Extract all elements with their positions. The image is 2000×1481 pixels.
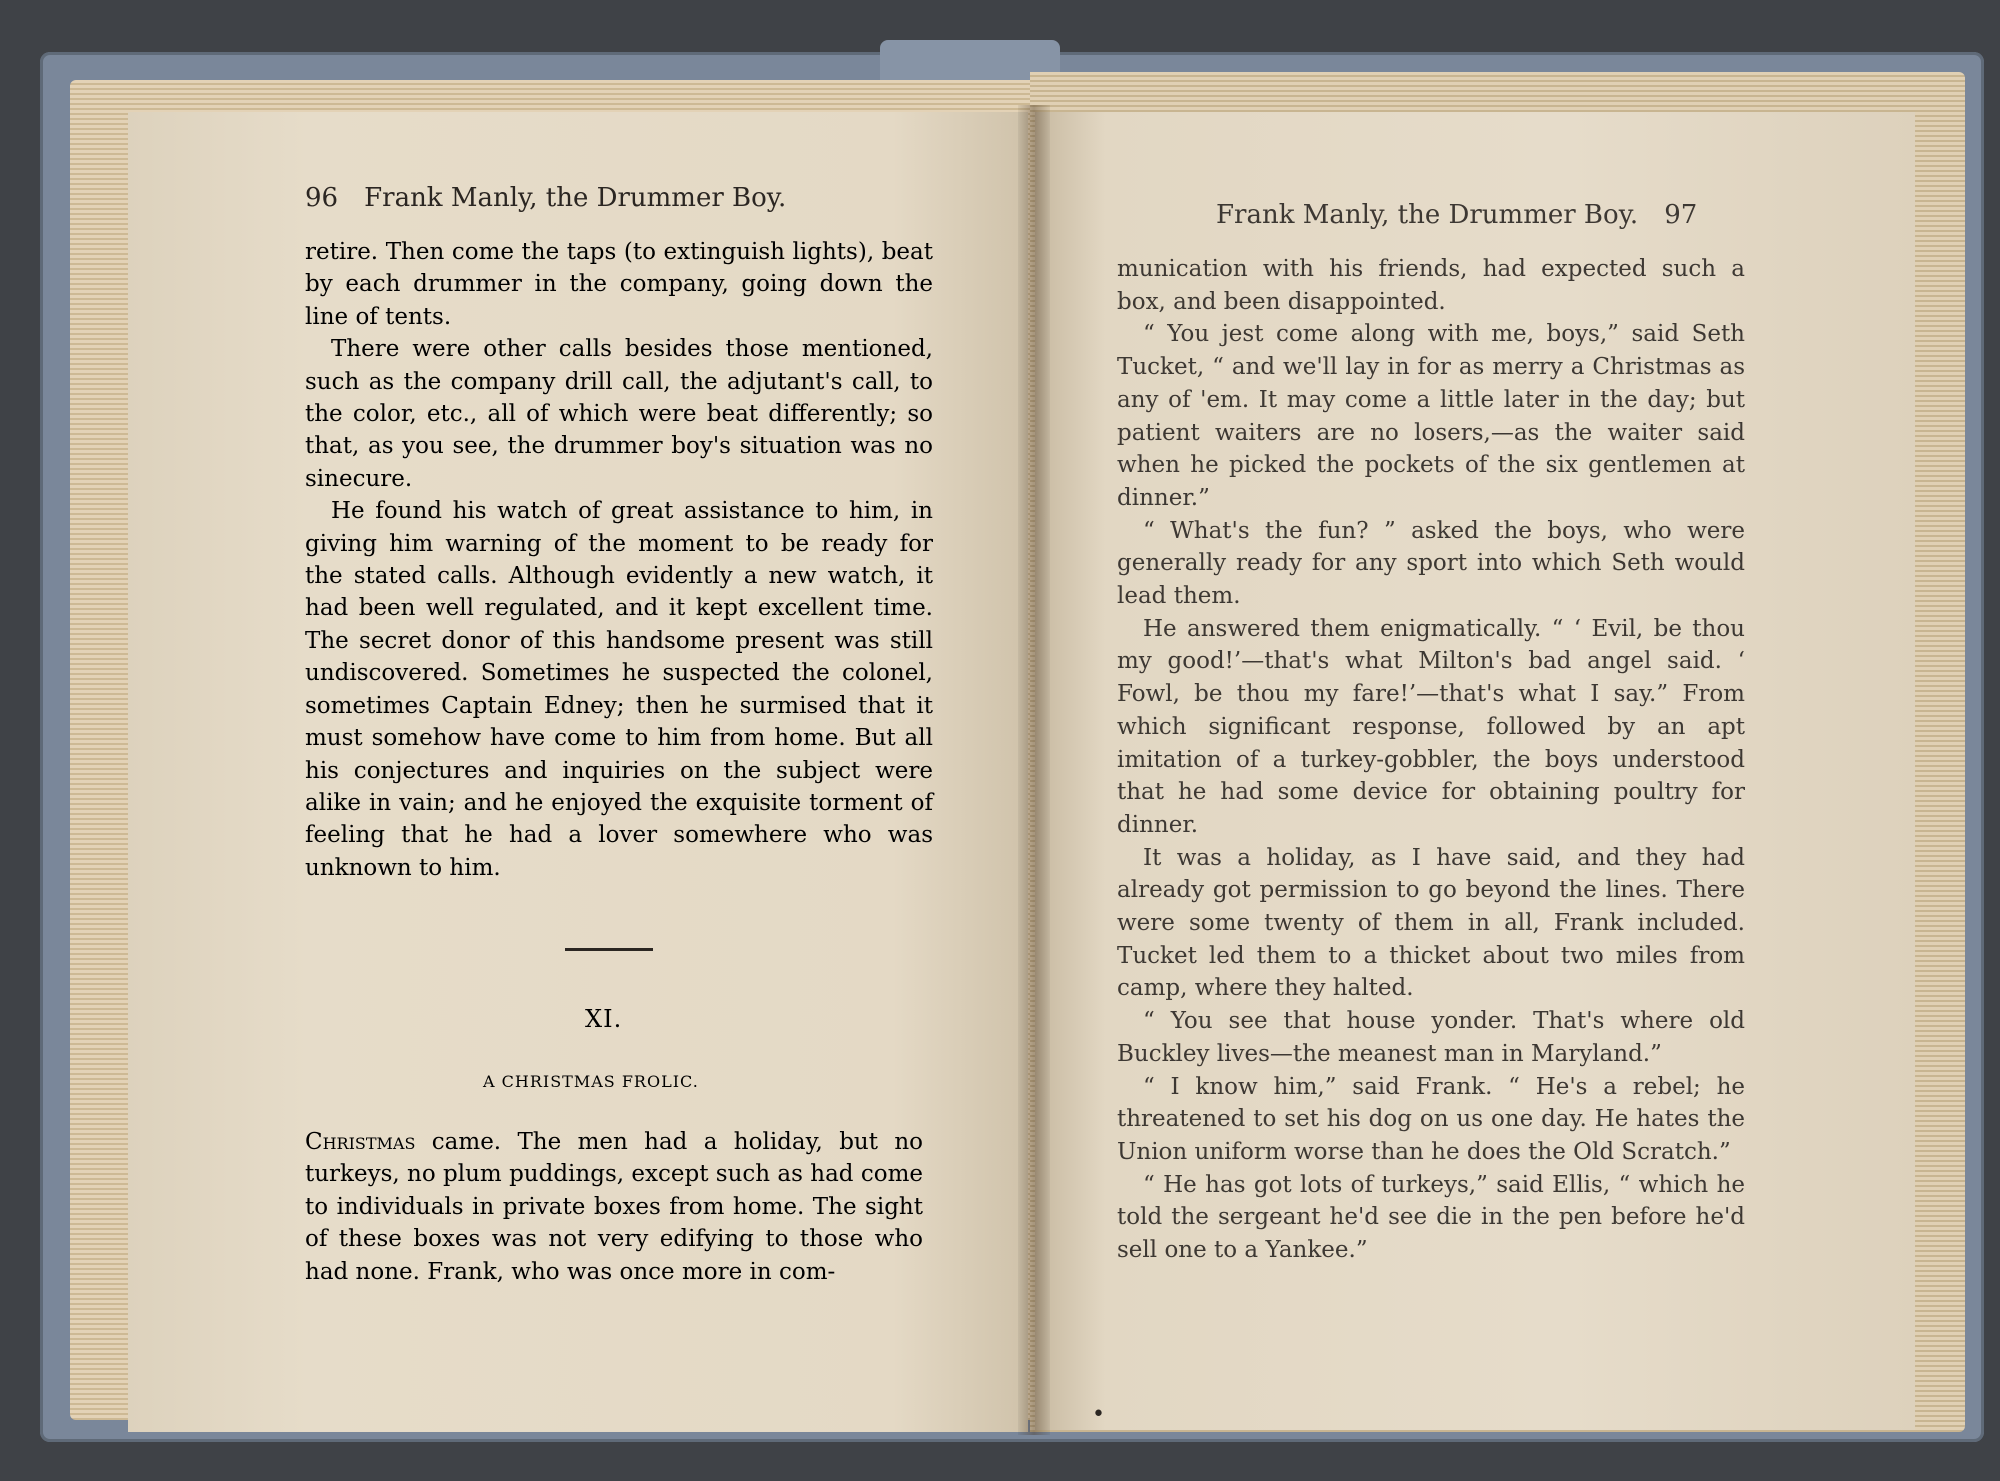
left-body-text [305, 236, 933, 884]
left-running-title: Frank Manly, the Drummer Boy. [364, 183, 787, 213]
paragraph: It was a holiday, as I have said, and they had already got permission to go beyond the lines. There were some twenty of them in all, Frank included. Tucket led them to a thicket about two miles from camp, where they halted. [1117, 844, 1745, 1002]
chapter-opening-text: came. The men had a holiday, but no turkeys, no plum puddings, except such as had come to individuals in private boxes from home. The sight of these boxes was not very edifying to those who had none. Frank, who was once more in com- [305, 1129, 923, 1285]
paragraph: “ You jest come along with me, boys,” said Seth Tucket, “ and we'll lay in for as merry a Christmas as any of 'em. It may come a little later in the day; but patient waiters are no losers,—as the waiter said when he picked the pockets of the six gentlemen at dinner.” [1117, 321, 1745, 511]
right-page-number: 97 [1664, 200, 1698, 230]
paragraph: He found his watch of great assistance to him, in giving him warning of the moment to be ready for the stated calls. Although evidently a new watch, it had been well regulated, and it kept excellent time. The secret donor of this handsome present was still undiscovered. Sometimes he suspected the colonel, sometimes Captain Edney; then he surmised that it must somehow have come to him from home. But all his conjectures and inquiries on the subject were alike in vain; and he enjoyed the exquisite torment of feeling that he had a lover somewhere who was unknown to him. [305, 498, 933, 881]
chapter-title: A CHRISTMAS FROLIC. [483, 1072, 699, 1091]
chapter-lead-word: Christmas [305, 1129, 416, 1155]
paragraph [305, 1126, 923, 1288]
ink-speck: • [1092, 1402, 1105, 1427]
right-running-title: Frank Manly, the Drummer Boy. [1216, 200, 1639, 230]
right-body-text [1117, 253, 1745, 1267]
paragraph: “ You see that house yonder. That's where old Buckley lives—the meanest man in Maryland.” [1117, 1008, 1745, 1067]
book-gutter [1018, 105, 1050, 1435]
paragraph: “ He has got lots of turkeys,” said Ellis, “ which he told the sergeant he'd see die in the pen before he'd sell one to a Yankee.” [1117, 1171, 1745, 1264]
paragraph: retire. Then come the taps (to extinguish lights), beat by each drummer in the company, going down the line of tents. [305, 239, 933, 330]
chapter-opening [305, 1126, 923, 1288]
paragraph: He answered them enigmatically. “ ‘ Evil, be thou my good!’—that's what Milton's bad angel said. ‘ Fowl, be thou my fare!’—that's what I say.” From which significant response, followed by an apt imitation of a turkey-gobbler, the boys understood that he had some device for obtaining poultry for dinner. [1117, 615, 1745, 838]
left-page-number: 96 [305, 183, 339, 213]
paragraph: munication with his friends, had expected such a box, and been disappointed. [1117, 256, 1745, 315]
paragraph: “ I know him,” said Frank. “ He's a rebel; he threatened to set his dog on us one day. He hates the Union uniform worse than he does the Old Scratch.” [1117, 1073, 1745, 1165]
section-divider [565, 948, 653, 951]
paragraph: There were other calls besides those mentioned, such as the company drill call, the adjutant's call, to the color, etc., all of which were beat differently; so that, as you see, the drummer boy's situation was no sinecure. [305, 336, 933, 492]
chapter-number: XI. [585, 1005, 623, 1033]
paragraph: “ What's the fun? ” asked the boys, who were generally ready for any sport into which Seth would lead them. [1117, 517, 1745, 610]
left-running-head [305, 183, 786, 213]
right-running-head [1216, 200, 1697, 230]
